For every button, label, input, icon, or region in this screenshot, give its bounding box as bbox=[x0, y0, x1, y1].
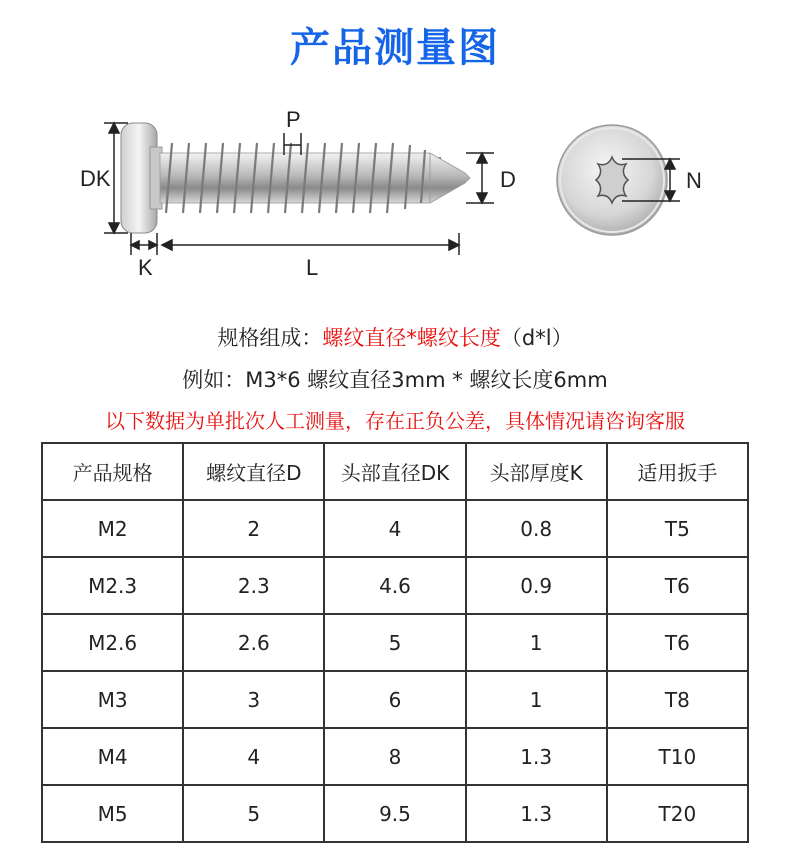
label-d: D bbox=[500, 167, 516, 192]
spec-highlight: 螺纹直径*螺纹长度 bbox=[322, 326, 501, 350]
cell-spec: M5 bbox=[42, 785, 183, 842]
cell-wrench: T6 bbox=[607, 557, 748, 614]
label-l: L bbox=[306, 255, 319, 280]
table-row bbox=[42, 785, 748, 842]
cell-spec: M2.3 bbox=[42, 557, 183, 614]
header-head-diameter: 头部直径DK bbox=[324, 443, 465, 500]
table-row bbox=[42, 614, 748, 671]
header-thread-diameter: 螺纹直径D bbox=[183, 443, 324, 500]
spec-table bbox=[41, 442, 749, 843]
screw-measurement-diagram bbox=[0, 95, 790, 295]
cell-head-diameter: 5 bbox=[324, 614, 465, 671]
cell-thread-diameter: 5 bbox=[183, 785, 324, 842]
cell-thread-diameter: 2.3 bbox=[183, 557, 324, 614]
cell-head-thickness: 0.8 bbox=[466, 500, 607, 557]
cell-head-thickness: 1.3 bbox=[466, 728, 607, 785]
cell-head-diameter: 8 bbox=[324, 728, 465, 785]
cell-spec: M2 bbox=[42, 500, 183, 557]
cell-spec: M3 bbox=[42, 671, 183, 728]
spec-prefix: 规格组成： bbox=[217, 326, 323, 350]
table-row bbox=[42, 557, 748, 614]
header-head-thickness: 头部厚度K bbox=[466, 443, 607, 500]
label-dk: DK bbox=[80, 166, 111, 191]
table-row bbox=[42, 500, 748, 557]
screw-top-view bbox=[557, 125, 667, 235]
cell-head-diameter: 4.6 bbox=[324, 557, 465, 614]
screw-side-view bbox=[121, 123, 470, 233]
cell-thread-diameter: 2.6 bbox=[183, 614, 324, 671]
table-header-row bbox=[42, 443, 748, 500]
torx-socket-icon bbox=[596, 157, 628, 203]
example-line: 例如：M3*6 螺纹直径3mm * 螺纹长度6mm bbox=[182, 368, 608, 392]
cell-thread-diameter: 2 bbox=[183, 500, 324, 557]
table-row bbox=[42, 671, 748, 728]
cell-thread-diameter: 4 bbox=[183, 728, 324, 785]
page-title: 产品测量图 bbox=[290, 25, 500, 71]
header-spec: 产品规格 bbox=[42, 443, 183, 500]
label-p: P bbox=[286, 107, 301, 132]
notice-line: 以下数据为单批次人工测量，存在正负公差，具体情况请咨询客服 bbox=[105, 409, 685, 433]
cell-spec: M4 bbox=[42, 728, 183, 785]
cell-wrench: T8 bbox=[607, 671, 748, 728]
label-k: K bbox=[138, 255, 153, 280]
cell-head-diameter: 6 bbox=[324, 671, 465, 728]
cell-thread-diameter: 3 bbox=[183, 671, 324, 728]
cell-spec: M2.6 bbox=[42, 614, 183, 671]
cell-head-thickness: 1 bbox=[466, 671, 607, 728]
cell-wrench: T5 bbox=[607, 500, 748, 557]
cell-wrench: T6 bbox=[607, 614, 748, 671]
cell-wrench: T20 bbox=[607, 785, 748, 842]
label-n: N bbox=[686, 168, 702, 193]
spec-suffix: （d*l） bbox=[500, 326, 573, 350]
cell-head-thickness: 1 bbox=[466, 614, 607, 671]
cell-head-diameter: 9.5 bbox=[324, 785, 465, 842]
header-wrench: 适用扳手 bbox=[607, 443, 748, 500]
cell-wrench: T10 bbox=[607, 728, 748, 785]
cell-head-diameter: 4 bbox=[324, 500, 465, 557]
table-row bbox=[42, 728, 748, 785]
spec-composition-line bbox=[0, 322, 790, 352]
cell-head-thickness: 0.9 bbox=[466, 557, 607, 614]
cell-head-thickness: 1.3 bbox=[466, 785, 607, 842]
